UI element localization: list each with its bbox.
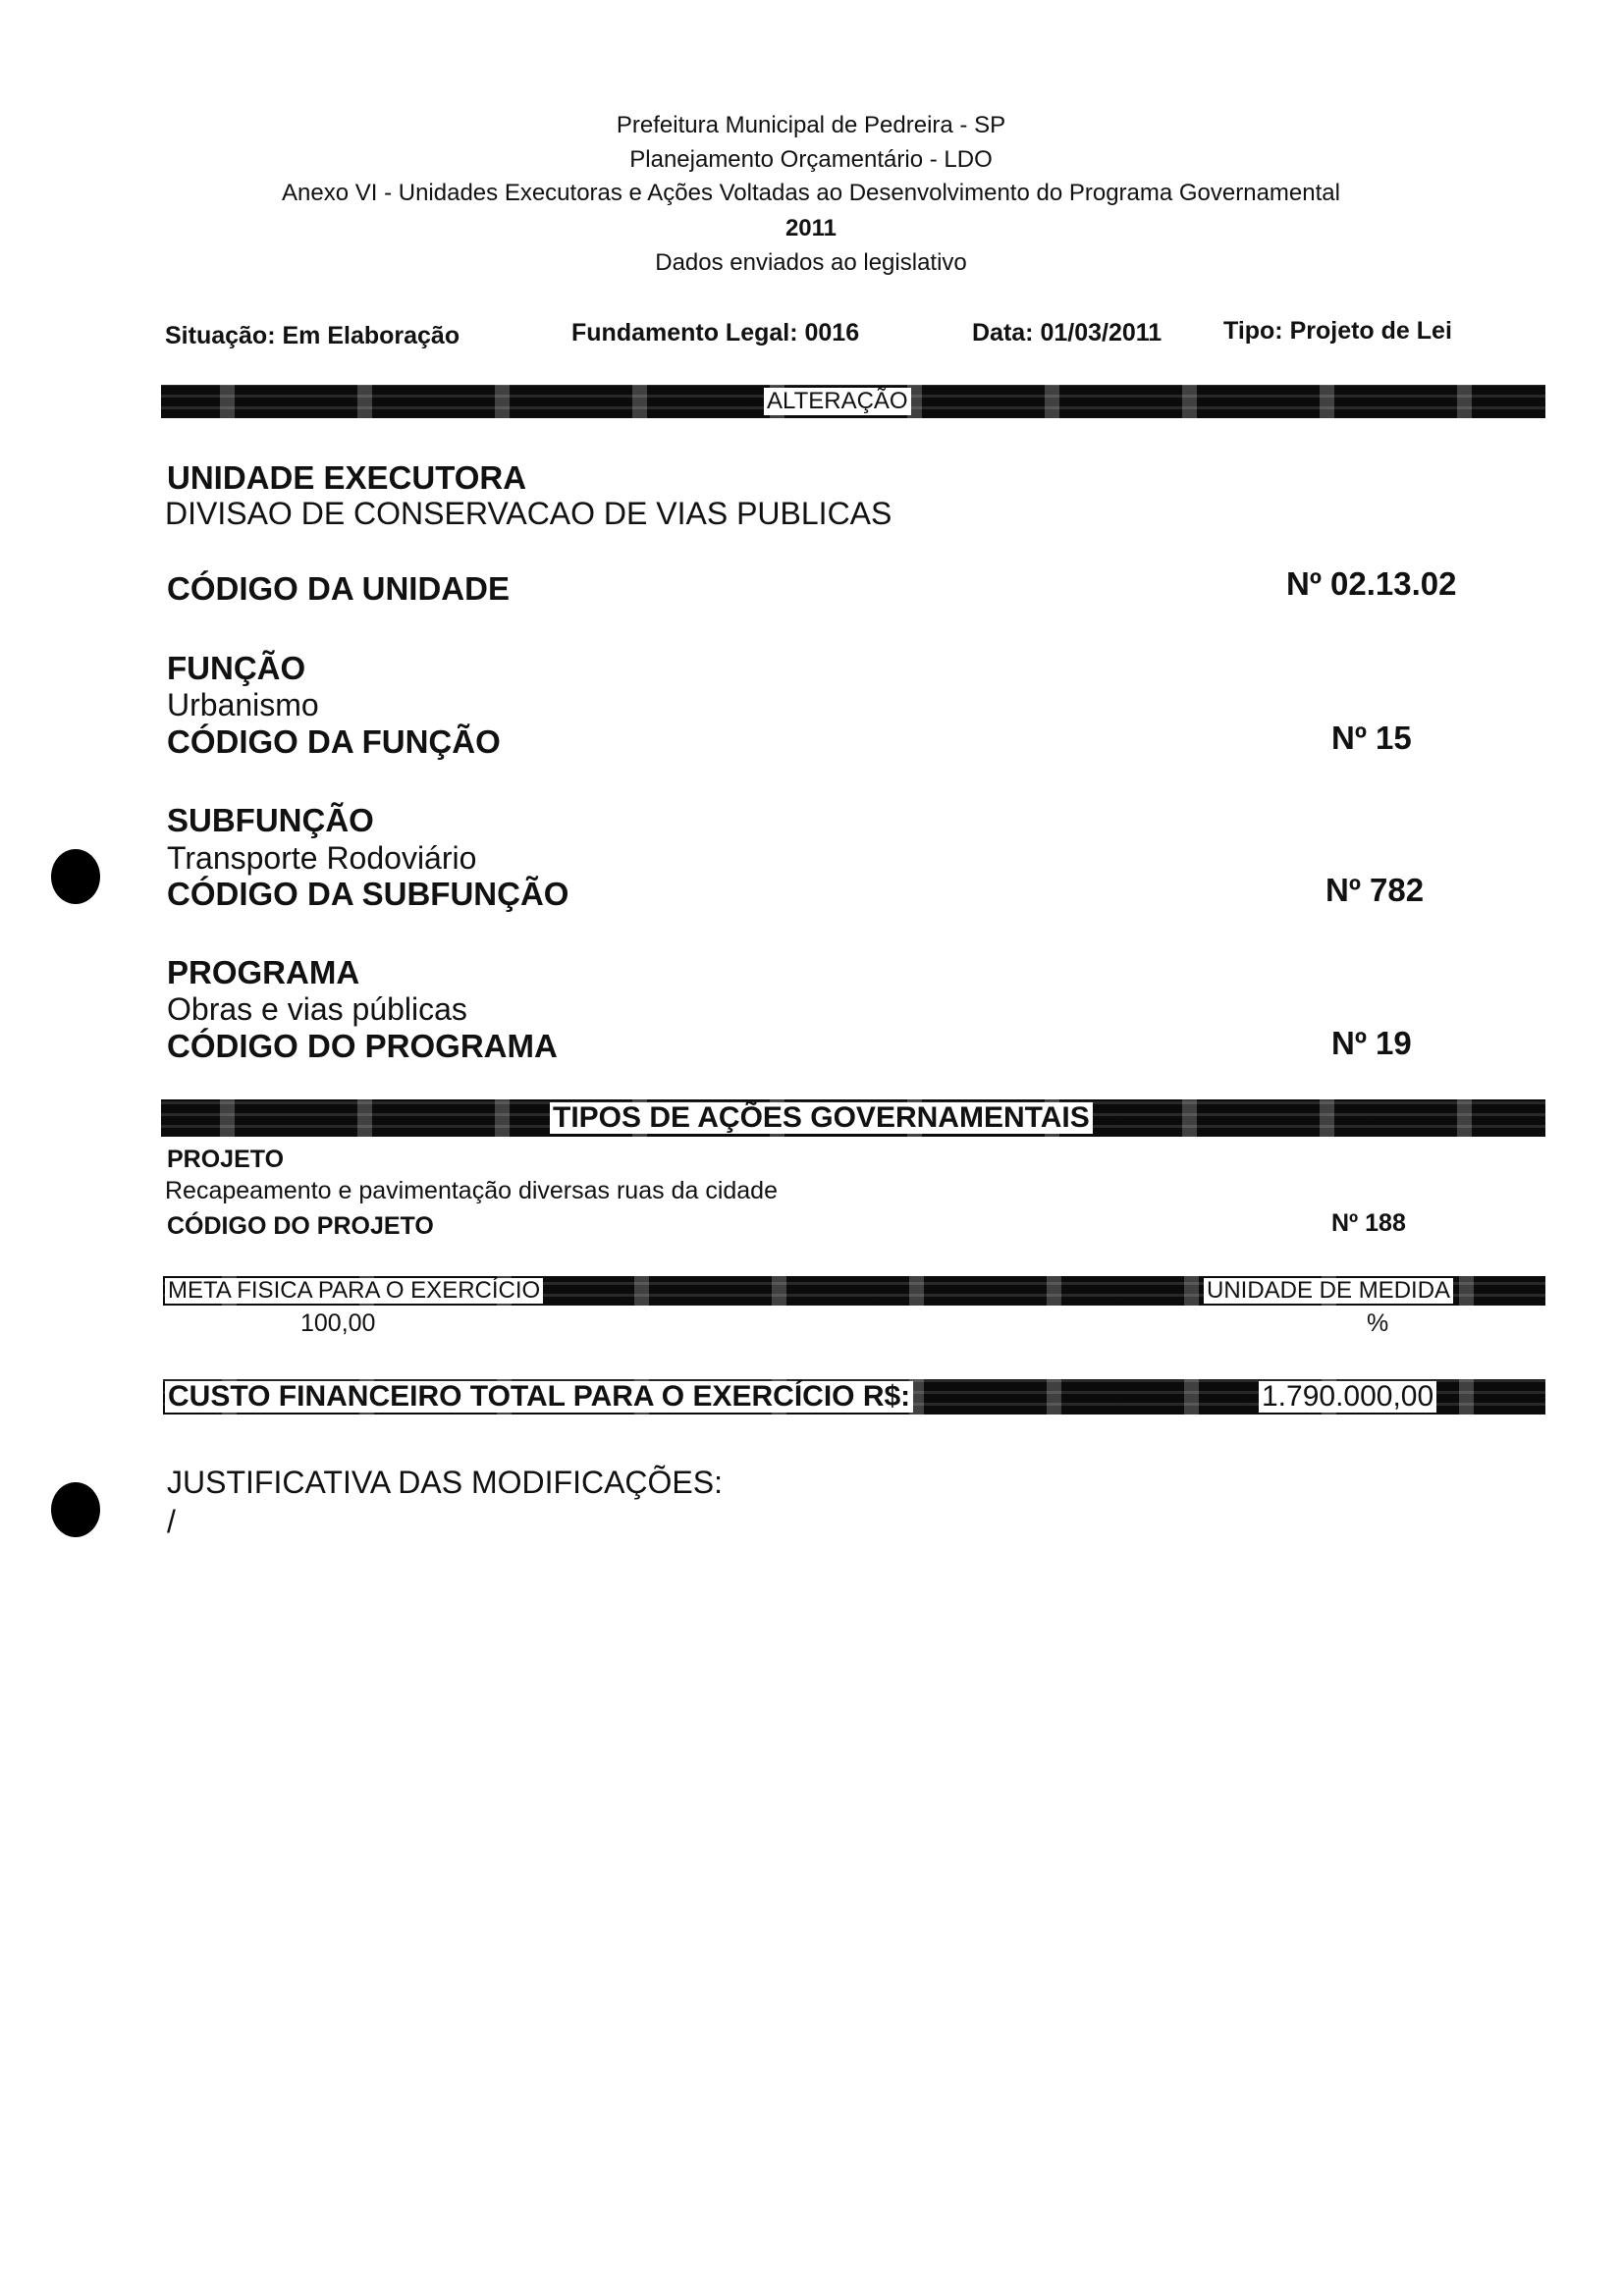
subfuncao-label: SUBFUNÇÃO: [167, 802, 374, 838]
meta-fisica-bar: [163, 1276, 1545, 1306]
custo-financeiro-bar: [163, 1379, 1545, 1415]
header-planning: Planejamento Orçamentário - LDO: [629, 146, 993, 173]
meta-data: Data: 01/03/2011: [972, 319, 1162, 347]
punch-hole-dot: [51, 1482, 100, 1537]
codigo-projeto-value: Nº 188: [1331, 1209, 1406, 1237]
meta-fundamento: Fundamento Legal: 0016: [571, 319, 860, 347]
codigo-programa-label: CÓDIGO DO PROGRAMA: [167, 1028, 558, 1064]
punch-hole-dot: [51, 849, 100, 904]
unidade-executora-label: UNIDADE EXECUTORA: [167, 459, 527, 496]
codigo-funcao-label: CÓDIGO DA FUNÇÃO: [167, 723, 501, 760]
alteracao-bar: [161, 385, 1545, 418]
meta-fisica-label: META FISICA PARA O EXERCÍCIO: [165, 1278, 543, 1304]
tipos-acoes-bar: [161, 1099, 1545, 1137]
custo-financeiro-value: 1.790.000,00: [1259, 1381, 1436, 1413]
meta-fisica-value: 100,00: [300, 1309, 376, 1337]
funcao-value: Urbanismo: [167, 687, 319, 722]
justificativa-value: /: [167, 1504, 176, 1539]
programa-label: PROGRAMA: [167, 954, 360, 990]
codigo-subfuncao-value: Nº 782: [1325, 872, 1425, 908]
programa-value: Obras e vias públicas: [167, 991, 467, 1027]
meta-tipo: Tipo: Projeto de Lei: [1223, 317, 1452, 345]
codigo-projeto-label: CÓDIGO DO PROJETO: [167, 1212, 434, 1240]
projeto-value: Recapeamento e pavimentação diversas ruas da cidade: [165, 1177, 778, 1204]
custo-financeiro-label: CUSTO FINANCEIRO TOTAL PARA O EXERCÍCIO R$:: [165, 1381, 913, 1413]
header-subtitle: Dados enviados ao legislativo: [655, 249, 967, 276]
codigo-unidade-value: Nº 02.13.02: [1286, 565, 1457, 602]
codigo-funcao-value: Nº 15: [1331, 720, 1412, 756]
header-municipality: Prefeitura Municipal de Pedreira - SP: [616, 112, 1006, 138]
subfuncao-value: Transporte Rodoviário: [167, 840, 477, 876]
header-year: 2011: [784, 215, 838, 241]
alteracao-label: ALTERAÇÃO: [764, 388, 911, 415]
codigo-programa-value: Nº 19: [1331, 1025, 1412, 1061]
projeto-label: PROJETO: [167, 1146, 285, 1173]
unidade-medida-label: UNIDADE DE MEDIDA: [1204, 1278, 1453, 1304]
tipos-acoes-label: TIPOS DE AÇÕES GOVERNAMENTAIS: [550, 1102, 1093, 1134]
unidade-executora-value: DIVISAO DE CONSERVACAO DE VIAS PUBLICAS: [165, 496, 892, 531]
header-annex-title: Anexo VI - Unidades Executoras e Ações Voltadas ao Desenvolvimento do Programa Governamental: [282, 180, 1340, 206]
funcao-label: FUNÇÃO: [167, 650, 306, 686]
codigo-subfuncao-label: CÓDIGO DA SUBFUNÇÃO: [167, 876, 569, 912]
justificativa-label: JUSTIFICATIVA DAS MODIFICAÇÕES:: [167, 1465, 723, 1500]
meta-situacao: Situação: Em Elaboração: [165, 322, 460, 349]
unidade-medida-value: %: [1367, 1309, 1389, 1337]
codigo-unidade-label: CÓDIGO DA UNIDADE: [167, 570, 510, 607]
